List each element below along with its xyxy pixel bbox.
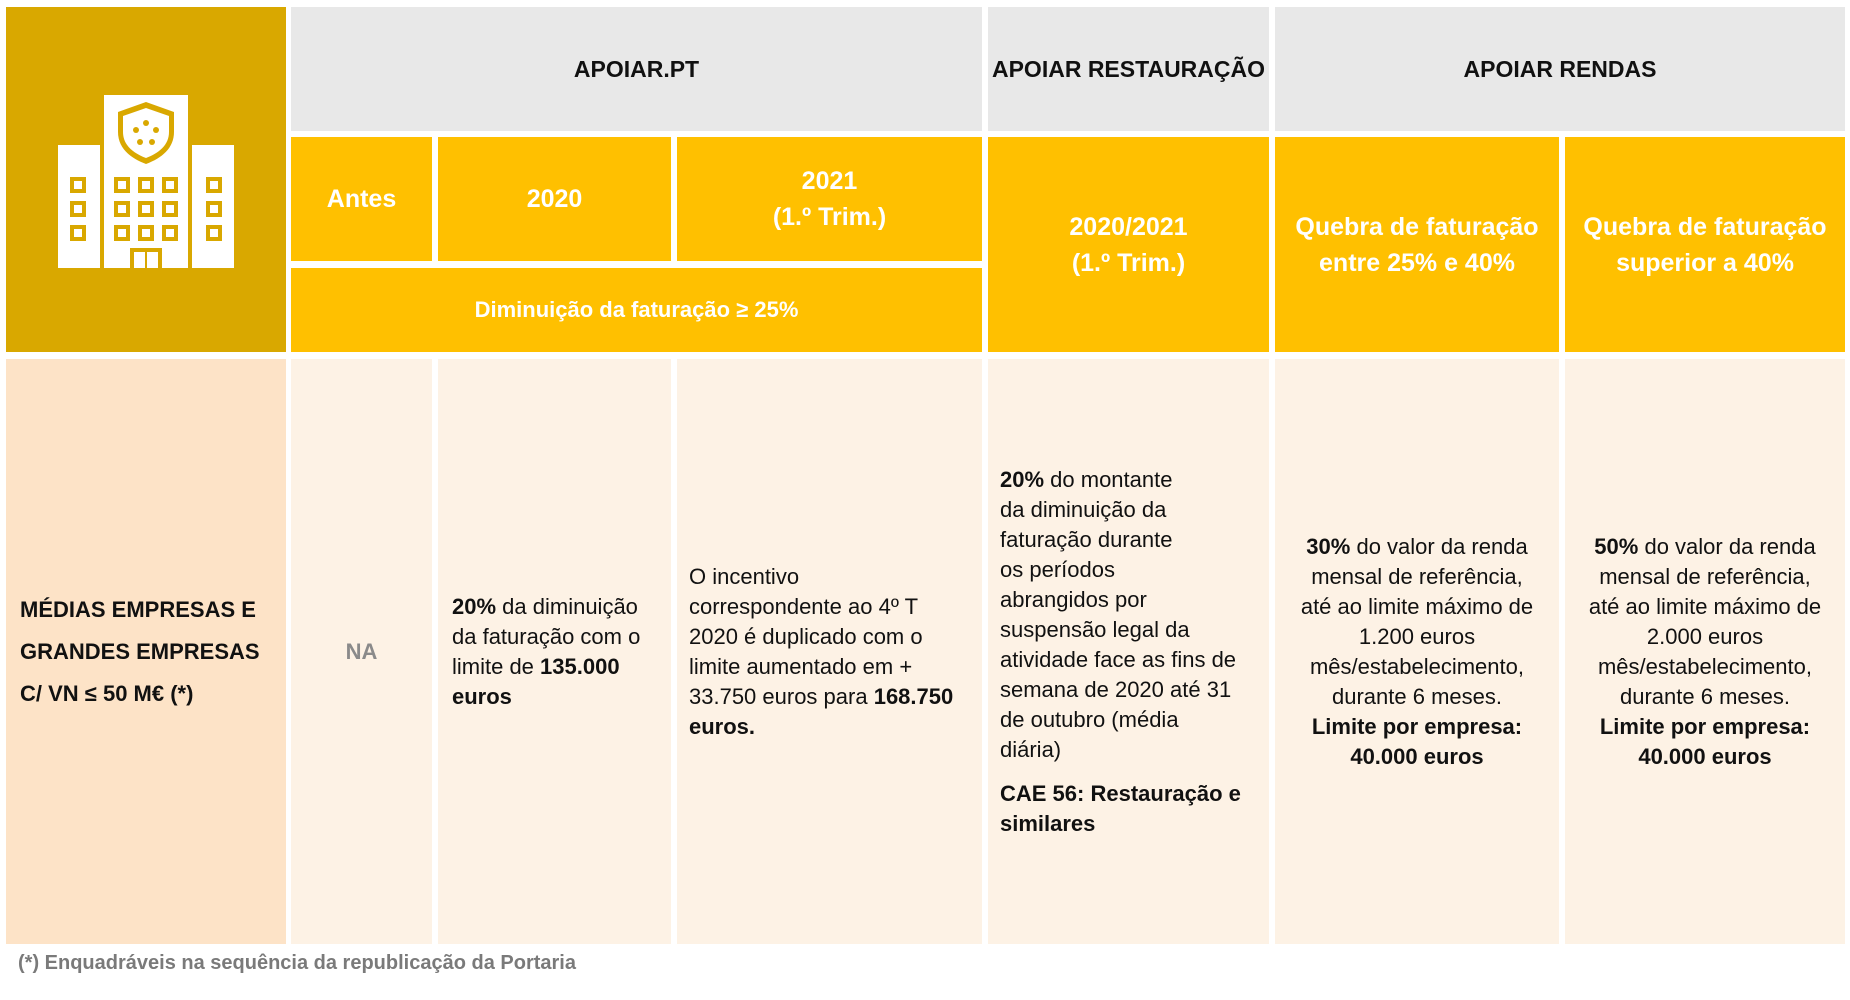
subheader-rendas-a-line1: Quebra de faturação bbox=[1295, 212, 1539, 241]
header-apoiar-pt-label: APOIAR.PT bbox=[573, 55, 700, 82]
rendas-b-pct: 50% bbox=[1594, 533, 1639, 559]
subheader-restauracao-line2: (1.º Trim.) bbox=[1071, 248, 1186, 277]
rendas-a-value-text bbox=[1301, 532, 1533, 772]
row-label-cell bbox=[6, 359, 286, 944]
subheader-2021-line1: 2021 bbox=[801, 167, 858, 195]
value-2021-t1: O incentivo bbox=[689, 563, 800, 589]
subheader-rendas-b-line2: superior a 40% bbox=[1616, 248, 1794, 277]
restauracao-t1: do montante bbox=[1044, 466, 1173, 492]
restauracao-cae-line1: CAE 56: Restauração e bbox=[1000, 780, 1241, 806]
value-2021-t2: correspondente ao 4º T bbox=[689, 593, 919, 619]
restauracao-t4: os períodos bbox=[1000, 556, 1115, 582]
rendas-b-limit-label: Limite por empresa: bbox=[1599, 713, 1811, 739]
restauracao-t3: faturação durante bbox=[1000, 526, 1173, 552]
value-2020-unit: euros bbox=[452, 683, 512, 709]
subheader-diminuicao bbox=[291, 268, 982, 352]
rendas-a-t2: mensal de referência, bbox=[1311, 563, 1523, 589]
restauracao-value-text bbox=[1000, 465, 1241, 839]
icon-cell bbox=[6, 7, 286, 352]
rendas-a-pct: 30% bbox=[1306, 533, 1351, 559]
rendas-b-t2: mensal de referência, bbox=[1599, 563, 1811, 589]
rendas-a-t4: 1.200 euros bbox=[1358, 623, 1476, 649]
value-2020-pct: 20% bbox=[452, 593, 497, 619]
subheader-rendas-a bbox=[1275, 137, 1559, 352]
rendas-b-limit-value: 40.000 euros bbox=[1638, 743, 1772, 769]
subheader-rendas-a-line2: entre 25% e 40% bbox=[1319, 248, 1515, 277]
antes-value: NA bbox=[345, 638, 378, 664]
subheader-restauracao-line1: 2020/2021 bbox=[1069, 212, 1188, 241]
header-apoiar-restauracao bbox=[988, 7, 1269, 131]
rendas-a-t1: do valor da renda bbox=[1350, 533, 1528, 559]
value-2021-t3: 2020 é duplicado com o bbox=[689, 623, 923, 649]
rendas-b-value-text bbox=[1589, 532, 1821, 772]
restauracao-t5: abrangidos por bbox=[1000, 586, 1147, 612]
value-2021-t5: 33.750 euros para bbox=[689, 683, 874, 709]
footnote: (*) Enquadráveis na sequência da republicação da Portaria bbox=[18, 952, 576, 974]
antes-value-cell bbox=[291, 359, 432, 944]
rendas-b-value-cell bbox=[1565, 359, 1845, 944]
rendas-a-t6: durante 6 meses. bbox=[1332, 683, 1502, 709]
restauracao-value-cell bbox=[988, 359, 1269, 944]
rendas-b-t3: até ao limite máximo de bbox=[1588, 593, 1822, 619]
value-2020-t1: da diminuição bbox=[496, 593, 638, 619]
value-2020-t3: limite de bbox=[452, 653, 541, 679]
rendas-a-value-cell bbox=[1275, 359, 1559, 944]
restauracao-t10: diária) bbox=[1000, 736, 1062, 762]
building-shield-icon bbox=[56, 90, 236, 270]
value-2020-cell bbox=[438, 359, 671, 944]
restauracao-t2: da diminuição da bbox=[1000, 496, 1167, 522]
subheader-rendas-b bbox=[1565, 137, 1845, 352]
restauracao-t6: suspensão legal da bbox=[1000, 616, 1190, 642]
header-apoiar-restauracao-label: APOIAR RESTAURAÇÃO bbox=[991, 55, 1266, 82]
row-label-line1: MÉDIAS EMPRESAS E bbox=[20, 596, 256, 622]
value-2021-unit: euros. bbox=[689, 713, 756, 739]
subheader-rendas-b-line1: Quebra de faturação bbox=[1583, 212, 1827, 241]
rendas-a-limit-value: 40.000 euros bbox=[1350, 743, 1484, 769]
value-2021-amount: 168.750 bbox=[873, 683, 954, 709]
row-label-line2: GRANDES EMPRESAS bbox=[20, 638, 260, 664]
restauracao-cae-line2: similares bbox=[1000, 810, 1096, 836]
subheader-2021-text bbox=[773, 163, 886, 235]
rendas-b-t6: durante 6 meses. bbox=[1620, 683, 1790, 709]
row-label bbox=[20, 589, 260, 715]
row-label-line3: C/ VN ≤ 50 M€ (*) bbox=[20, 680, 194, 706]
restauracao-pct: 20% bbox=[1000, 466, 1045, 492]
subheader-restauracao-text bbox=[1069, 209, 1187, 281]
header-apoiar-pt bbox=[291, 7, 982, 131]
subheader-2020 bbox=[438, 137, 671, 261]
subheader-restauracao bbox=[988, 137, 1269, 352]
subheader-rendas-b-text bbox=[1583, 209, 1826, 281]
restauracao-t8: semana de 2020 até 31 bbox=[1000, 676, 1232, 702]
value-2021-cell bbox=[677, 359, 982, 944]
restauracao-t9: de outubro (média bbox=[1000, 706, 1179, 732]
value-2020-t2: da faturação com o bbox=[452, 623, 641, 649]
rendas-a-limit-label: Limite por empresa: bbox=[1311, 713, 1523, 739]
value-2020-amount: 135.000 bbox=[540, 653, 620, 679]
rendas-b-t1: do valor da renda bbox=[1638, 533, 1816, 559]
subheader-antes bbox=[291, 137, 432, 261]
subheader-2021 bbox=[677, 137, 982, 261]
subheader-2020-label: 2020 bbox=[526, 185, 583, 213]
header-apoiar-rendas-label: APOIAR RENDAS bbox=[1463, 55, 1657, 82]
value-2021-text bbox=[689, 562, 953, 742]
rendas-a-t5: mês/estabelecimento, bbox=[1309, 653, 1524, 679]
header-apoiar-rendas bbox=[1275, 7, 1845, 131]
rendas-b-t4: 2.000 euros bbox=[1646, 623, 1764, 649]
restauracao-t7: atividade face as fins de bbox=[1000, 646, 1237, 672]
subheader-diminuicao-label: Diminuição da faturação ≥ 25% bbox=[474, 297, 799, 322]
rendas-b-t5: mês/estabelecimento, bbox=[1597, 653, 1812, 679]
subheader-rendas-a-text bbox=[1295, 209, 1538, 281]
rendas-a-t3: até ao limite máximo de bbox=[1300, 593, 1534, 619]
value-2020-text bbox=[452, 592, 640, 712]
subheader-antes-label: Antes bbox=[326, 185, 397, 213]
value-2021-t4: limite aumentado em + bbox=[689, 653, 913, 679]
subheader-2021-line2: (1.º Trim.) bbox=[772, 203, 887, 231]
